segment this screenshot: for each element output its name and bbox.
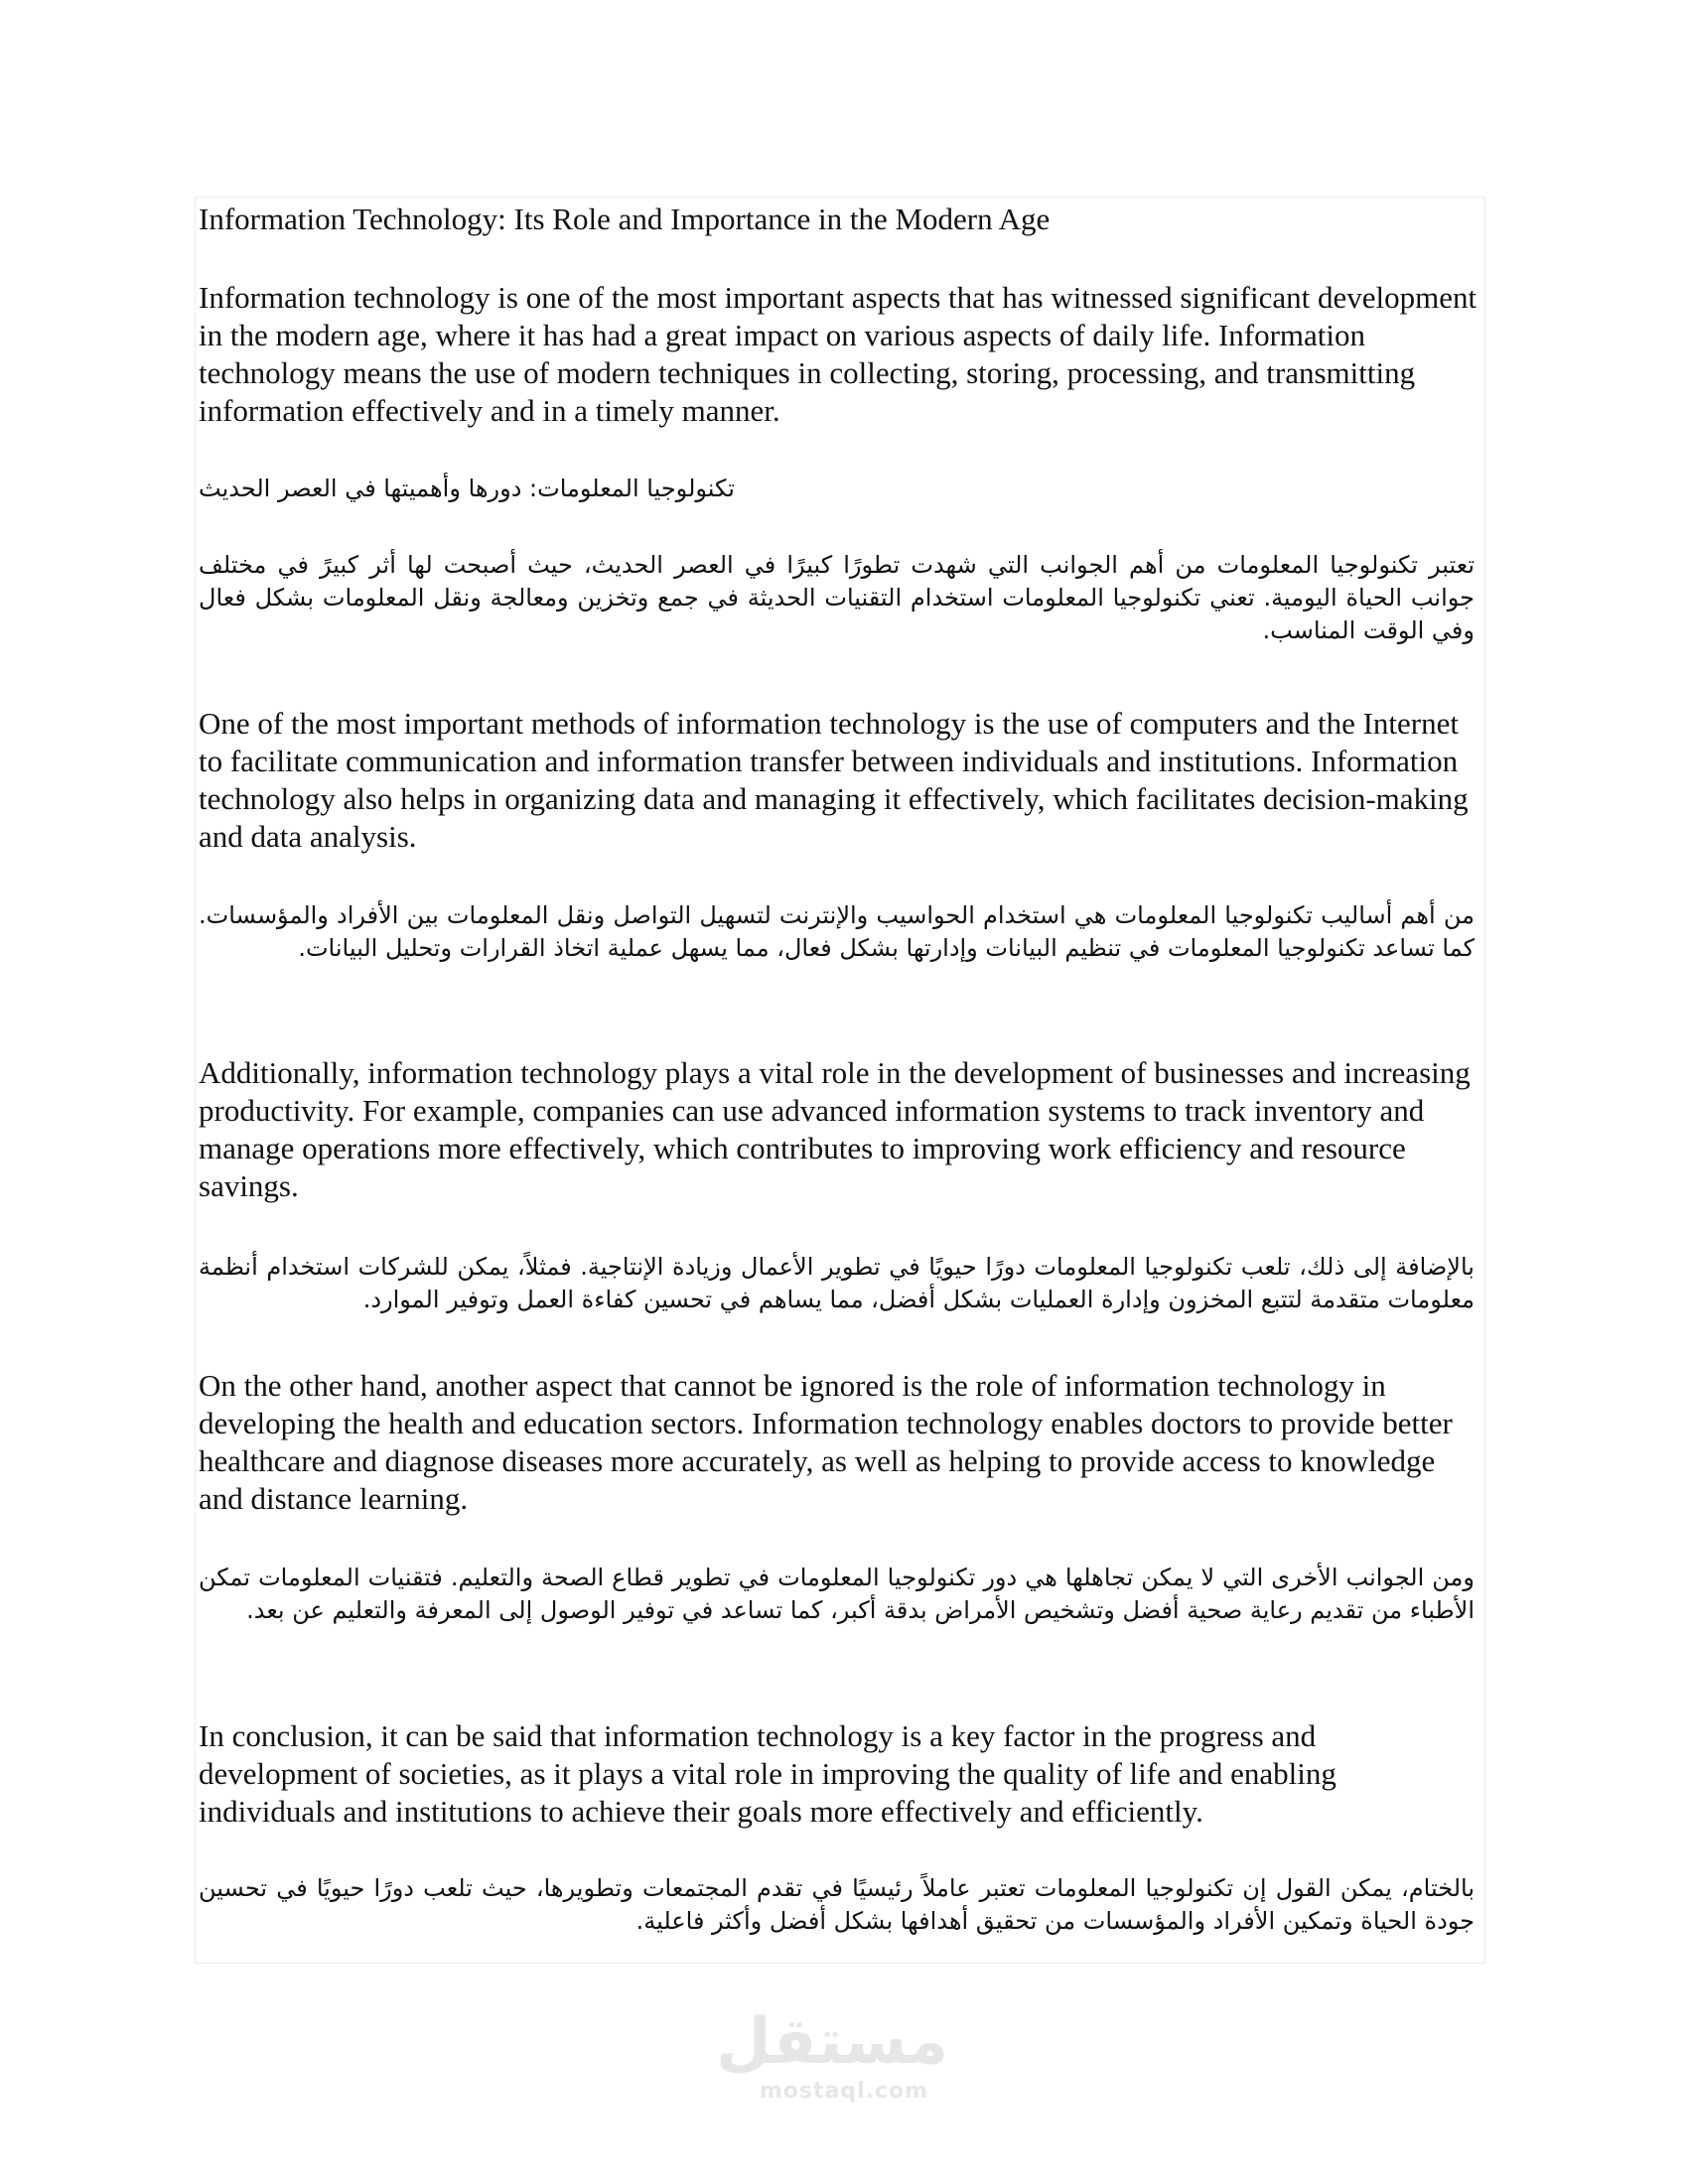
intro-paragraph-english: Information technology is one of the most important aspects that has witnessed significant development in the modern age, where it has had a great impact on various aspects of daily life. Information technology means the use of modern techniques in collecting, storing, processing, and transmitting information effectively and in a timely manner. <box>199 280 1477 428</box>
title-arabic: تكنولوجيا المعلومات: دورها وأهميتها في العصر الحديث <box>199 475 735 502</box>
business-paragraph-english: Additionally, information technology plays a vital role in the development of businesses and increasing productivity. For example, companies can use advanced information systems to track inventory and manage operations more effectively, which contributes to improving work efficiency and resource savings. <box>199 1055 1471 1203</box>
watermark-url: mostaql.com <box>759 2079 929 2104</box>
mostaql-logo-icon: مستقل <box>715 2005 948 2079</box>
methods-paragraph-english: One of the most important methods of information technology is the use of computers and the Internet to facilitate communication and information transfer between individuals and institutions. Information technology also helps in organizing data and managing it effectively, which facilitates decision-making and data analysis. <box>199 706 1469 854</box>
business-paragraph-arabic: بالإضافة إلى ذلك، تلعب تكنولوجيا المعلومات دورًا حيويًا في تطوير الأعمال وزيادة الإنتاجية. فمثلاً، يمكن للشركات استخدام أنظمة معلومات متقدمة لتتبع المخزون وإدارة العمليات بشكل أفضل، مما يساهم في تحسين كفاءة العمل وتوفير الموارد. <box>199 1253 1475 1313</box>
methods-paragraph-arabic: من أهم أساليب تكنولوجيا المعلومات هي استخدام الحواسيب والإنترنت لتسهيل التواصل ونقل المعلومات بين الأفراد والمؤسسات. كما تساعد تكنولوجيا المعلومات في تنظيم البيانات وإدارتها بشكل فعال، مما يسهل عملية اتخاذ القرارات وتحليل البيانات. <box>199 901 1475 962</box>
conclusion-paragraph-english: In conclusion, it can be said that information technology is a key factor in the progress and development of societies, as it plays a vital role in improving the quality of life and enabling individuals and institutions to achieve their goals more effectively and efficiently. <box>199 1718 1336 1829</box>
health-paragraph-english: On the other hand, another aspect that cannot be ignored is the role of information technology in developing the health and education sectors. Information technology enables doctors to provide better healthcare and diagnose diseases more accurately, as well as helping to provide access to knowledge and distance learning. <box>199 1368 1453 1516</box>
health-paragraph-arabic: ومن الجوانب الأخرى التي لا يمكن تجاهلها هي دور تكنولوجيا المعلومات في تطوير قطاع الصحة والتعليم. فتقنيات المعلومات تمكن الأطباء من تقديم رعاية صحية أفضل وتشخيص الأمراض بدقة أكبر، كما تساعد في توفير الوصول إلى المعرفة والتعليم عن بعد. <box>199 1564 1475 1624</box>
intro-paragraph-arabic: تعتبر تكنولوجيا المعلومات من أهم الجوانب التي شهدت تطورًا كبيرًا في العصر الحديث، حيث أصبحت لها أثر كبيرً في مختلف جوانب الحياة اليومية. تعني تكنولوجيا المعلومات استخدام التقنيات الحديثة في جمع وتخزين ومعالجة ونقل المعلومات بشكل فعال وفي الوقت المناسب. <box>199 551 1475 644</box>
mostaql-watermark <box>715 2005 948 2124</box>
conclusion-paragraph-arabic: بالختام، يمكن القول إن تكنولوجيا المعلومات تعتبر عاملاً رئيسيًا في تقدم المجتمعات وتطويرها، حيث تلعب دورًا حيويًا في تحسين جودة الحياة وتمكين الأفراد والمؤسسات من تحقيق أهدافها بشكل أفضل وأكثر فاعلية. <box>199 1874 1475 1935</box>
title-english: Information Technology: Its Role and Importance in the Modern Age <box>199 202 1051 236</box>
